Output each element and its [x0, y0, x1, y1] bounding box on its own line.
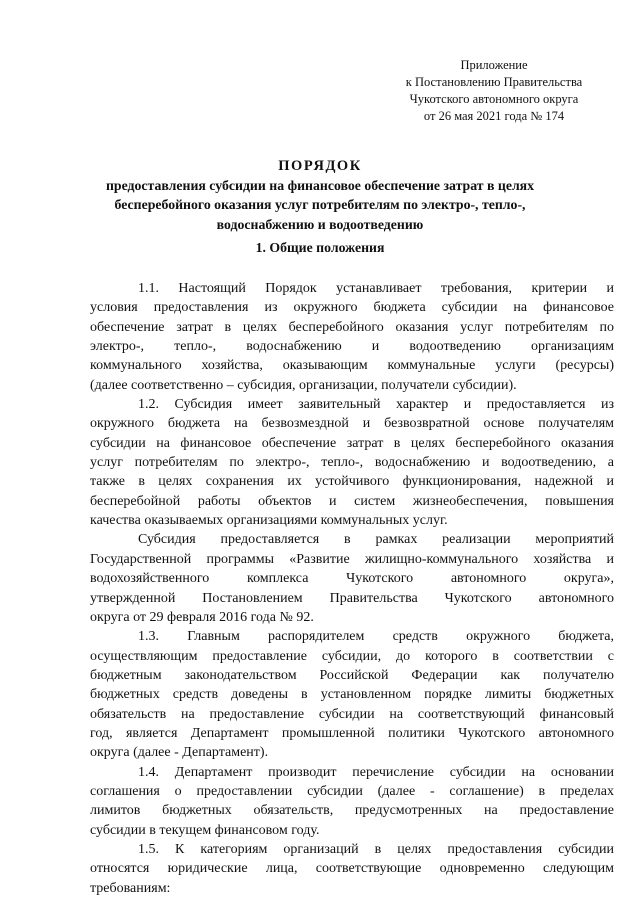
paragraph-line: 1.3. Главным распорядителем средств окружного бюджета,: [138, 629, 614, 645]
appendix-line: к Постановлению Правительства: [405, 75, 583, 89]
section-heading: 1. Общие положения: [255, 240, 385, 255]
paragraph-line: относятся юридические лица, соответствующие одновременно следующим: [90, 861, 614, 877]
paragraph-line: Государственной программы «Развитие жилищно-коммунального хозяйства и: [90, 551, 614, 567]
subtitle-line: водоснабжению и водоотведению: [216, 216, 424, 232]
paragraph-line: требованиям:: [90, 880, 171, 896]
paragraph-line: качества оказываемых организациями коммунальных услуг.: [90, 513, 448, 529]
paragraph-line: электро-, тепло-, водоснабжению и водоотведению организациям: [90, 339, 614, 355]
subtitle-line: предоставления субсидии на финансовое обеспечение затрат в целях: [105, 178, 535, 193]
paragraph-line: бюджетных средств доведены в установленном порядке лимиты бюджетных: [90, 687, 614, 703]
paragraph-line: округа (далее - Департамент).: [90, 745, 269, 761]
paragraph-line: (далее соответственно – субсидия, организации, получатели субсидии).: [90, 377, 517, 393]
paragraph-line: водохозяйственного комплекса Чукотского автономного округа»,: [90, 571, 614, 587]
paragraph-line: субсидии в текущем финансовом году.: [90, 822, 320, 838]
paragraph-line: коммунального хозяйства, оказывающим коммунальные услуги (ресурсы): [90, 358, 614, 374]
paragraph-line: соглашения о предоставлении субсидии (далее - соглашение) в пределах: [90, 783, 614, 799]
paragraph-line: услуг потребителям по электро-, тепло-, водоснабжению и водоотведению, а: [90, 455, 614, 471]
paragraph-line: условия предоставления из окружного бюджета субсидии на финансовое: [90, 300, 614, 316]
paragraph-line: 1.4. Департамент производит перечисление субсидии на основании: [138, 764, 614, 780]
paragraph-line: 1.2. Субсидия имеет заявительный характер и предоставляется из: [138, 397, 614, 413]
appendix-line: от 26 мая 2021 года № 174: [423, 109, 565, 123]
appendix-line: Чукотского автономного округа: [409, 92, 579, 106]
document-subtitle: [0, 176, 640, 234]
paragraph-line: бюджетным законодательством Российской Федерации как получателю: [90, 667, 614, 683]
paragraph-line: осуществляющим предоставление субсидии, до которого в соответствии с: [90, 648, 614, 664]
paragraph-line: округа от 29 февраля 2016 года № 92.: [90, 609, 314, 625]
paragraph-line: окружного бюджета на безвозмездной и безвозвратной основе получателям: [90, 416, 614, 432]
body-text: [90, 279, 614, 898]
paragraph-line: утвержденной Постановлением Правительства Чукотского автономного: [90, 590, 614, 606]
subtitle-line: бесперебойного оказания услуг потребителям по электро-, тепло-,: [114, 197, 526, 213]
paragraph-line: субсидии на финансовое обеспечение затрат в целях бесперебойного оказания: [90, 435, 614, 451]
paragraph-line: 1.1. Настоящий Порядок устанавливает требования, критерии и: [138, 281, 614, 296]
paragraph-line: также в целях сохранения их устойчивого функционирования, надежной и: [90, 474, 614, 490]
document-title: ПОРЯДОК: [278, 158, 362, 174]
paragraph-line: бесперебойной работы объектов и систем жизнеобеспечения, повышения: [90, 493, 614, 509]
paragraph-line: 1.5. К категориям организаций в целях предоставления субсидии: [138, 841, 614, 857]
appendix-line: Приложение: [460, 58, 528, 72]
paragraph-line: Субсидия предоставляется в рамках реализации мероприятий: [138, 532, 614, 548]
paragraph-line: год, является Департамент промышленной политики Чукотского автономного: [90, 725, 614, 741]
appendix-block: [380, 57, 608, 125]
paragraph-line: обязательств на предоставление субсидии на соответствующий финансовый: [90, 706, 614, 722]
paragraph-line: лимитов бюджетных обязательств, предусмотренных на предоставление: [90, 803, 614, 819]
paragraph-line: обеспечение затрат в целях бесперебойного оказания услуг потребителям по: [90, 319, 614, 335]
